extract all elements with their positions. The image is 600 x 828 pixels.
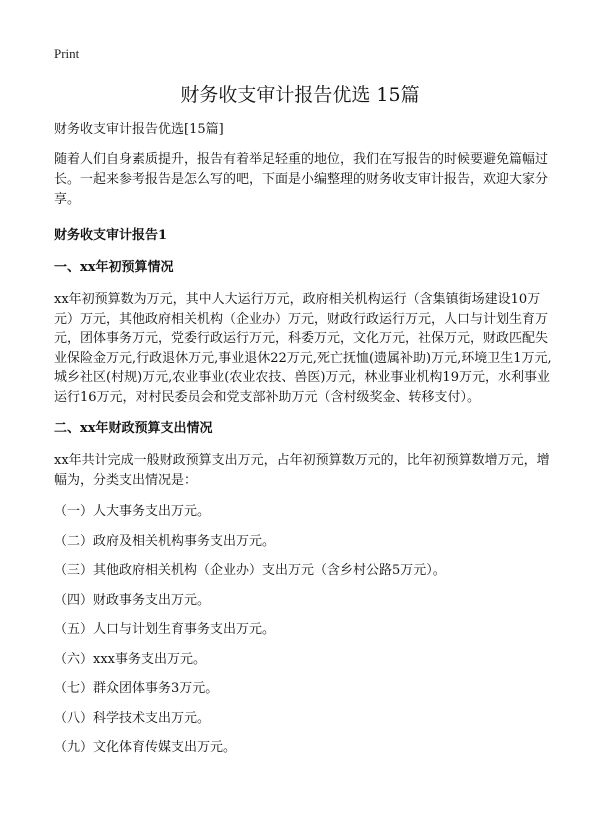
list-item: （六）xxx事务支出万元。 xyxy=(54,651,206,667)
page-title: 财务收支审计报告优选 15篇 xyxy=(180,84,420,106)
document-body xyxy=(54,120,552,768)
list-item: （三）其他政府相关机构（企业办）支出万元（含乡村公路5万元）。 xyxy=(54,563,446,578)
list-item: （五）人口与计划生育事务支出万元。 xyxy=(54,622,276,637)
section-paragraph-1: xx年初预算数为万元，其中人大运行万元，政府相关机构运行（含集镇街场建设10万元）万元，其他政府相关机构（企业办）万元，财政行政运行万元，人口与计划生育万元，团体事务万元，党委行政运行万元，科委万元，文化万元，社保万元，财政匹配失业保险金万元,行政退休万元,事业退休22万元,死亡抚恤(遗属补助)万元,环境卫生1万元,城乡社区(村规)万元,农业事业(农业农技、兽医)万元，林业事业机构19万元，水利事业运行16万元，对村民委员会和党支部补助万元（含村级奖金、转移支付）。 xyxy=(54,292,552,405)
list-item: （一）人大事务支出万元。 xyxy=(54,504,211,519)
section-heading-1: 一、xx年初预算情况 xyxy=(54,260,174,275)
section-paragraph-2: xx年共计完成一般财政预算支出万元，占年初预算数万元的，比年初预算数增万元，增幅为，分类支出情况是： xyxy=(54,453,550,488)
section-heading-2: 二、xx年财政预算支出情况 xyxy=(54,421,213,436)
intro-paragraph: 随着人们自身素质提升，报告有着举足轻重的地位，我们在写报告的时候要避免篇幅过长。一起来参考报告是怎么写的吧，下面是小编整理的财务收支审计报告，欢迎大家分享。 xyxy=(54,152,549,207)
list-item: （七）群众团体事务3万元。 xyxy=(54,681,219,696)
report-heading: 财务收支审计报告1 xyxy=(54,228,168,243)
list-item: （四）财政事务支出万元。 xyxy=(54,592,211,608)
list-item: （九）文化体育传媒支出万元。 xyxy=(54,740,237,755)
list-item: （八）科学技术支出万元。 xyxy=(54,710,211,726)
document-subtitle: 财务收支审计报告优选[15篇] xyxy=(54,122,224,137)
print-link[interactable]: Print xyxy=(54,46,80,61)
list-item: （二）政府及相关机构事务支出万元。 xyxy=(54,533,276,549)
